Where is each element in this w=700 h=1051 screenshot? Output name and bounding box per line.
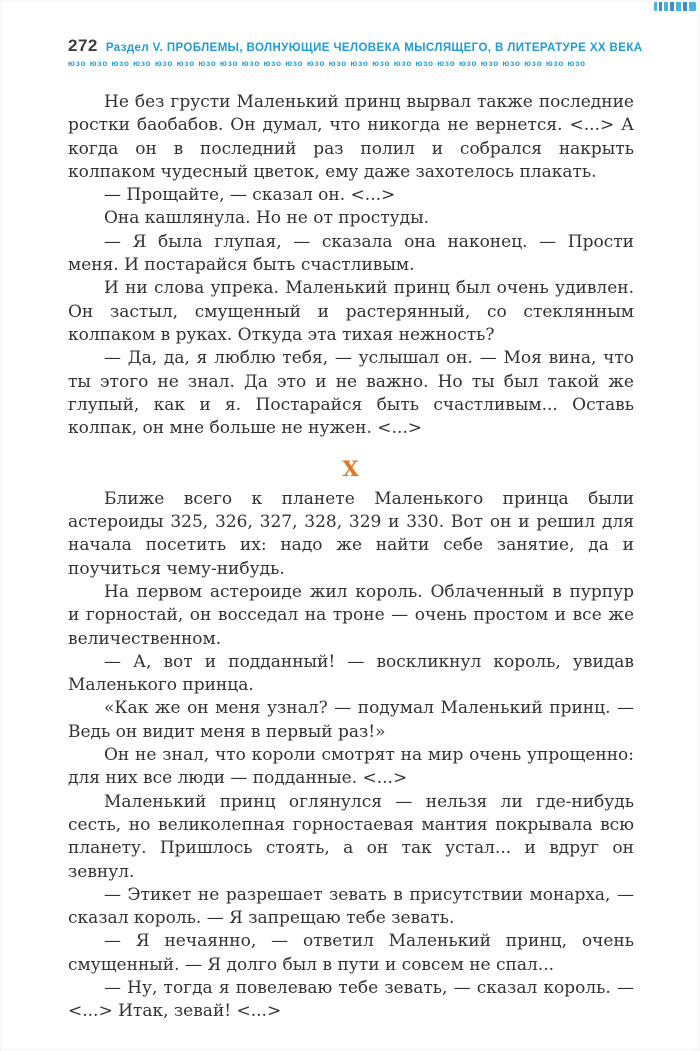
paragraph: Маленький принц оглянулся — нельзя ли где-нибудь сесть, но великолепная горностаевая мантия покрывала всю планету. Пришлось стоять, а он так устал... и вдруг он зевнул. (68, 791, 634, 882)
paragraph: Он не знал, что короли смотрят на мир очень упрощенно: для них все люди — подданные. <...> (68, 745, 634, 789)
paragraph: — Этикет не разрешает зевать в присутствии монарха, — сказал король. — Я запрещаю тебе зевать. (68, 884, 634, 929)
paragraph: И ни слова упрека. Маленький принц был очень удивлен. Он застыл, смущенный и растерянный, со стеклянным колпаком в руках. Откуда эта тихая нежность? (68, 278, 634, 345)
page-number: 272 (68, 36, 98, 55)
paragraph: Ближе всего к планете Маленького принца были астероиды 325, 326, 327, 328, 329 и 330. Вот он и решил для начала посетить их: надо же найти себе занятие, да и поучиться чему-нибудь. (68, 488, 634, 579)
paragraph: Она кашлянула. Но не от простуды. (104, 208, 430, 229)
paragraph: «Как же он меня узнал? — подумал Маленький принц. — Ведь он видит меня в первый раз!» (68, 698, 634, 742)
header-ornament: юзо юзо юзо юзо юзо юзо юзо юзо юзо юзо юзо юзо юзо юзо юзо юзо юзо юзо юзо юзо юзо юзо юзо юзо (68, 59, 587, 68)
corner-watermark (654, 2, 696, 11)
paragraph: — Ну, тогда я повелеваю тебе зевать, — сказал король. — <...> Итак, зевай! <...> (68, 977, 634, 1022)
paragraph: Не без грусти Маленький принц вырвал также последние ростки баобабов. Он думал, что никогда не вернется. <...> А когда он в последний раз полил и собрался накрыть колпаком чудесный цветок, ему даже захотелось плакать. (68, 92, 634, 182)
paragraph: — Я была глупая, — сказала она наконец. — Прости меня. И постарайся быть счастливым. (68, 231, 634, 276)
page-body (68, 91, 634, 1024)
paragraph: — Да, да, я люблю тебя, — услышал он. — Моя вина, что ты этого не знал. Да это и не важно. Но ты был такой же глупый, как и я. Постарайся быть счастливым... Оставь колпак, он мне больше не нужен. <...> (68, 348, 634, 439)
paragraph: — А, вот и подданный! — воскликнул король, увидав Маленького принца. (68, 651, 634, 696)
chapter-heading: X (342, 456, 360, 482)
running-header (68, 36, 643, 68)
paragraph: — Прощайте, — сказал он. <...> (104, 185, 396, 206)
paragraph: — Я нечаянно, — ответил Маленький принц, очень смущенный. — Я долго был в пути и совсем не спал... (68, 931, 634, 975)
paragraph: На первом астероиде жил король. Облаченный в пурпур и горностай, он восседал на троне — очень простом и все же величественном. (68, 581, 634, 649)
section-title: Раздел V. ПРОБЛЕМЫ, ВОЛНУЮЩИЕ ЧЕЛОВЕКА МЫСЛЯЩЕГО, В ЛИТЕРАТУРЕ XX ВЕКА (105, 42, 643, 54)
